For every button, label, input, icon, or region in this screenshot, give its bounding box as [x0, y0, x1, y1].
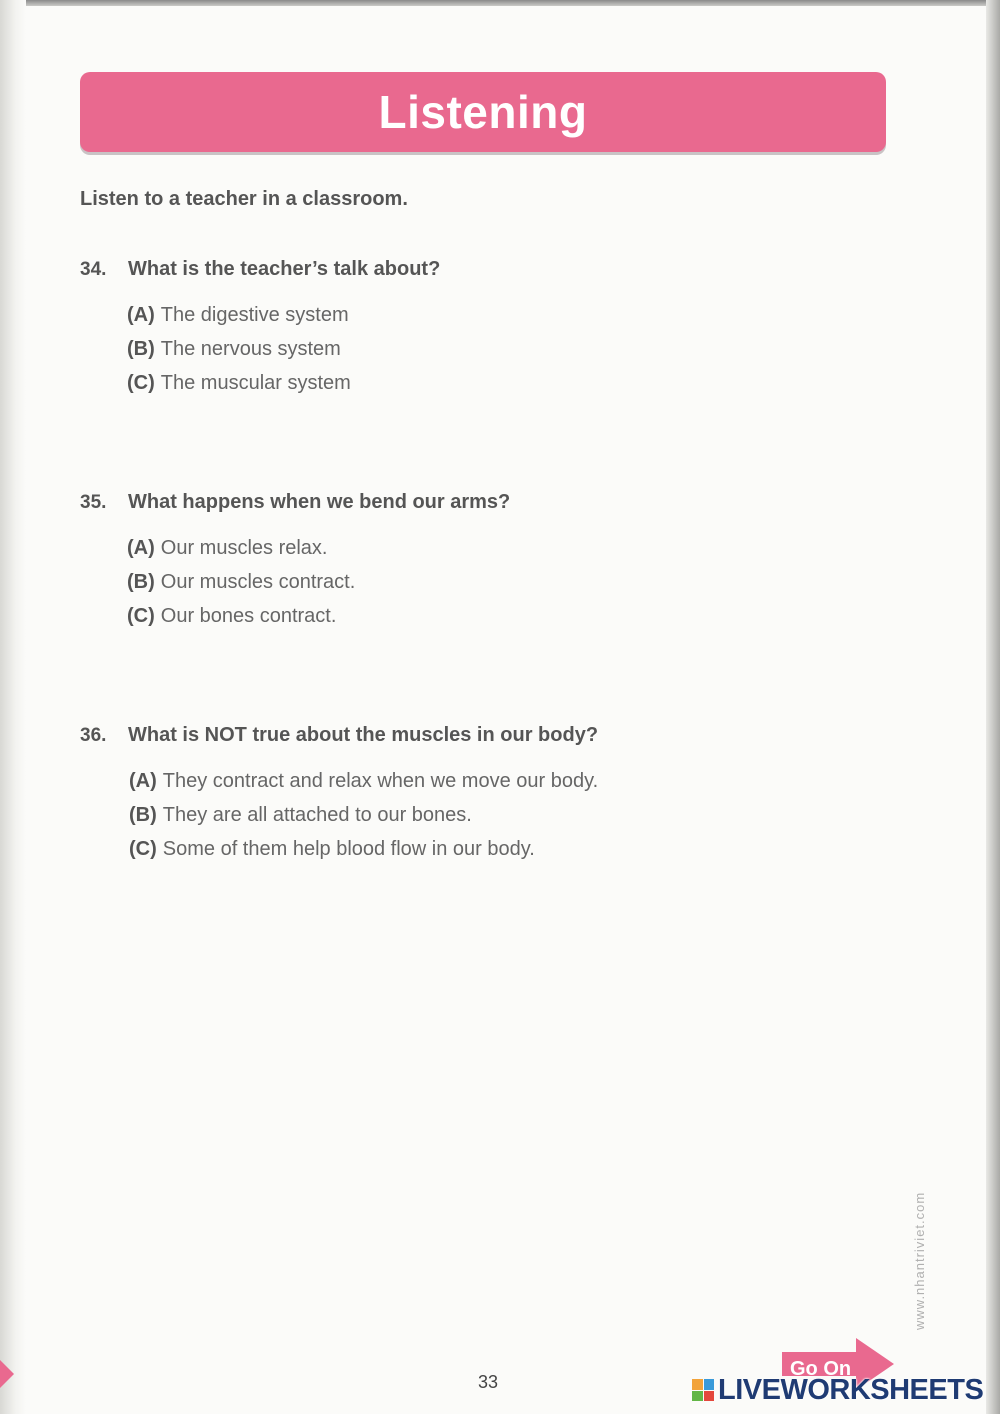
question-number: 35.	[80, 492, 107, 513]
section-banner	[80, 72, 886, 152]
section-title: Listening	[378, 86, 588, 138]
option-b[interactable]	[129, 804, 598, 838]
question-34-options	[127, 304, 351, 406]
option-text: Our muscles relax.	[160, 537, 328, 559]
option-a[interactable]	[129, 770, 598, 804]
question-number: 36.	[80, 725, 107, 746]
option-c[interactable]	[129, 838, 598, 872]
question-35	[80, 491, 510, 514]
option-text: The muscular system	[160, 372, 351, 394]
option-b[interactable]	[127, 571, 355, 605]
liveworksheets-icon	[692, 1379, 714, 1401]
page-number: 33	[478, 1372, 499, 1392]
option-c[interactable]	[127, 372, 351, 406]
question-36	[80, 724, 598, 747]
left-margin-arrow-icon	[0, 1360, 14, 1388]
question-35-options	[127, 537, 355, 639]
question-text: What is the teacher’s talk about?	[128, 258, 441, 280]
question-text: What is NOT true about the muscles in our body?	[128, 724, 599, 746]
option-a[interactable]	[127, 537, 355, 571]
instruction-text: Listen to a teacher in a classroom.	[80, 188, 408, 210]
option-a[interactable]	[127, 304, 351, 338]
option-text: Some of them help blood flow in our body.	[162, 838, 535, 860]
publisher-watermark: www.nhantriviet.com	[912, 1191, 927, 1330]
option-text: They contract and relax when we move our body.	[162, 770, 599, 792]
worksheet-page	[14, 6, 988, 1414]
option-letter: (C)	[127, 605, 155, 627]
option-c[interactable]	[127, 605, 355, 639]
option-text: The digestive system	[160, 304, 349, 326]
option-text: Our bones contract.	[160, 605, 337, 627]
page-right-edge	[986, 0, 1000, 1414]
option-letter: (B)	[127, 571, 155, 593]
question-36-options	[129, 770, 598, 872]
option-letter: (A)	[127, 304, 155, 326]
brand-name: LIVEWORKSHEETS	[718, 1373, 984, 1406]
option-text: The nervous system	[160, 338, 341, 360]
option-letter: (B)	[127, 338, 155, 360]
option-letter: (A)	[129, 770, 157, 792]
option-letter: (B)	[129, 804, 157, 826]
option-letter: (A)	[127, 537, 155, 559]
option-text: Our muscles contract.	[160, 571, 356, 593]
question-number: 34.	[80, 259, 107, 280]
liveworksheets-logo[interactable]	[692, 1372, 983, 1408]
go-on-label: Go On	[790, 1358, 852, 1380]
option-b[interactable]	[127, 338, 351, 372]
question-34	[80, 258, 440, 281]
option-text: They are all attached to our bones.	[162, 804, 472, 826]
option-letter: (C)	[129, 838, 157, 860]
option-letter: (C)	[127, 372, 155, 394]
book-binding	[0, 0, 26, 1414]
question-text: What happens when we bend our arms?	[128, 491, 511, 513]
